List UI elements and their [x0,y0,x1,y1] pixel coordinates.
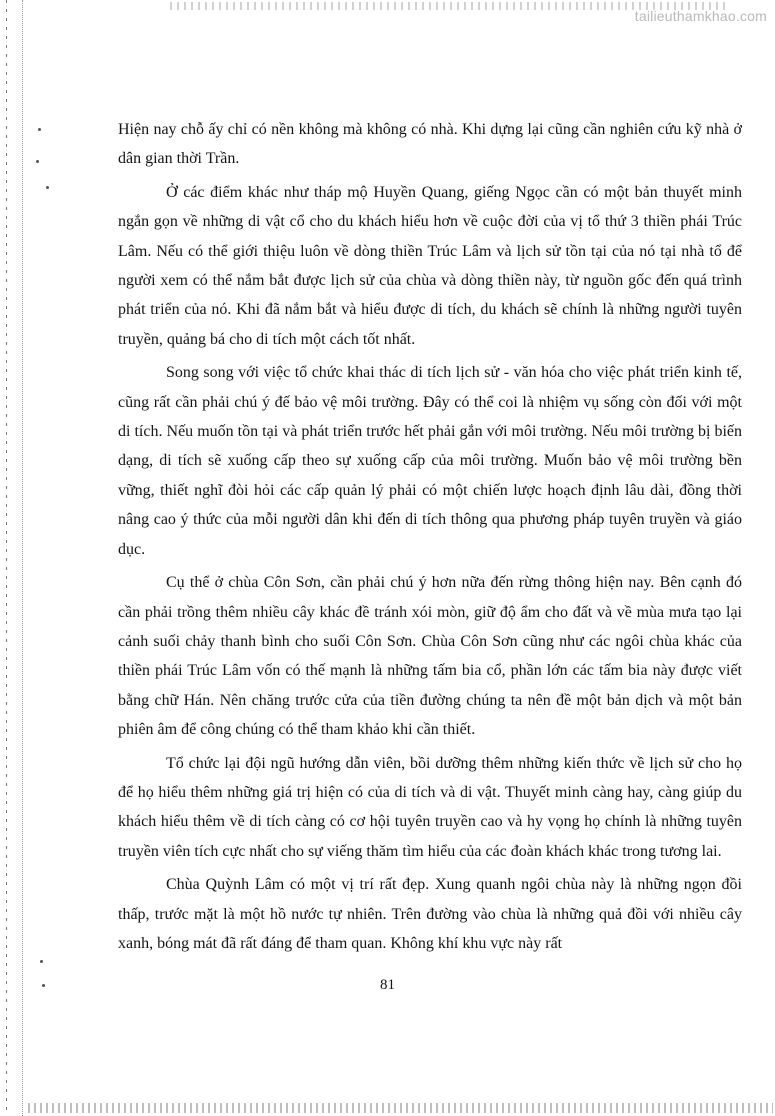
paragraph: Hiện nay chỗ ấy chỉ có nền không mà không có nhà. Khi dựng lại cũng cần nghiên cứu kỹ nhà ở dân gian thời Trần. [118,121,742,168]
scan-dot [36,160,39,163]
scan-dot [46,186,49,189]
scan-dot [38,128,41,131]
paragraph: Cụ thể ở chùa Côn Sơn, cần phải chú ý hơn nữa đến rừng thông hiện nay. Bên cạnh đó cần phải trồng thêm nhiều cây khác đề tránh xói mòn, giữ độ ẩm cho đất và về mùa mưa tạo lại cảnh suối chảy thanh bình cho suối Côn Sơn. Chùa Côn Sơn cũng như các ngôi chùa khác của thiền phái Trúc Lâm vốn có thế mạnh là những tấm bia cổ, phần lớn các tấm bia này được viết bằng chữ Hán. Nên chăng trước cửa của tiền đường chúng ta nên đề một bản dịch và một bản phiên âm để công chúng có thể tham khảo khi cần thiết. [118,574,742,739]
paragraph: Song song với việc tổ chức khai thác di tích lịch sử - văn hóa cho việc phát triển kinh tế, cũng rất cần phải chú ý đế bảo vệ môi trường. Đây có thể coi là nhiệm vụ sống còn đối với một di tích. Nếu muốn tồn tại và phát triển trước hết phải gắn với môi trường. Nếu môi trường bị biến dạng, di tích sẽ xuống cấp theo sự xuống cấp của môi trường. Muốn bảo vệ môi trường bền vững, thiết nghĩ đòi hỏi các cấp quản lý phải có một chiến lược hoạch định lâu dài, đồng thời nâng cao ý thức của mỗi người dân khi đến di tích thông qua phương pháp tuyên truyền và giáo dục. [118,364,742,558]
scan-noise-bottom [28,1103,773,1113]
paragraph: Tổ chức lại đội ngũ hướng dẫn viên, bồi dưỡng thêm những kiến thức về lịch sử cho họ để họ hiểu thêm những giá trị hiện có của di tích và di vật. Thuyết minh càng hay, càng giúp du khách hiểu thêm về di tích càng có cơ hội tuyên truyền cao và hy vọng họ chính là những tuyên truyền viên tích cực nhất cho sự viếng thăm tìm hiểu của các đoàn khách khác trong tương lai. [118,754,742,860]
page-number: 81 [380,977,395,993]
paragraph: Chùa Quỳnh Lâm có một vị trí rất đẹp. Xung quanh ngôi chùa này là những ngọn đồi thấp, trước mặt là một hồ nước tự nhiên. Trên đường vào chùa là những quả đồi với nhiều cây xanh, bóng mát đã rất đáng để tham quan. Không khí khu vực này rất [118,876,742,952]
document-body [118,115,742,962]
scan-dot [40,960,43,963]
paragraph: Ở các điểm khác như tháp mộ Huyền Quang, giếng Ngọc cần có một bản thuyết minh ngắn gọn về những di vật cổ cho du khách hiểu hơn về cuộc đời của vị tổ thứ 3 thiền phái Trúc Lâm. Nếu có thể giới thiệu luôn về dòng thiền Trúc Lâm và lịch sử tồn tại của nó tại nhà tổ để người xem có thể nắm bắt được lịch sử của chùa và dòng thiền này, từ nguồn gốc đến quá trình phát triển của nó. Khi đã nắm bắt và hiểu được di tích, du khách sẽ chính là những người tuyên truyền, quảng bá cho di tích một cách tốt nhất. [118,183,742,348]
scan-margin-left [0,0,23,1116]
watermark-text: tailieuthamkhao.com [634,8,767,24]
